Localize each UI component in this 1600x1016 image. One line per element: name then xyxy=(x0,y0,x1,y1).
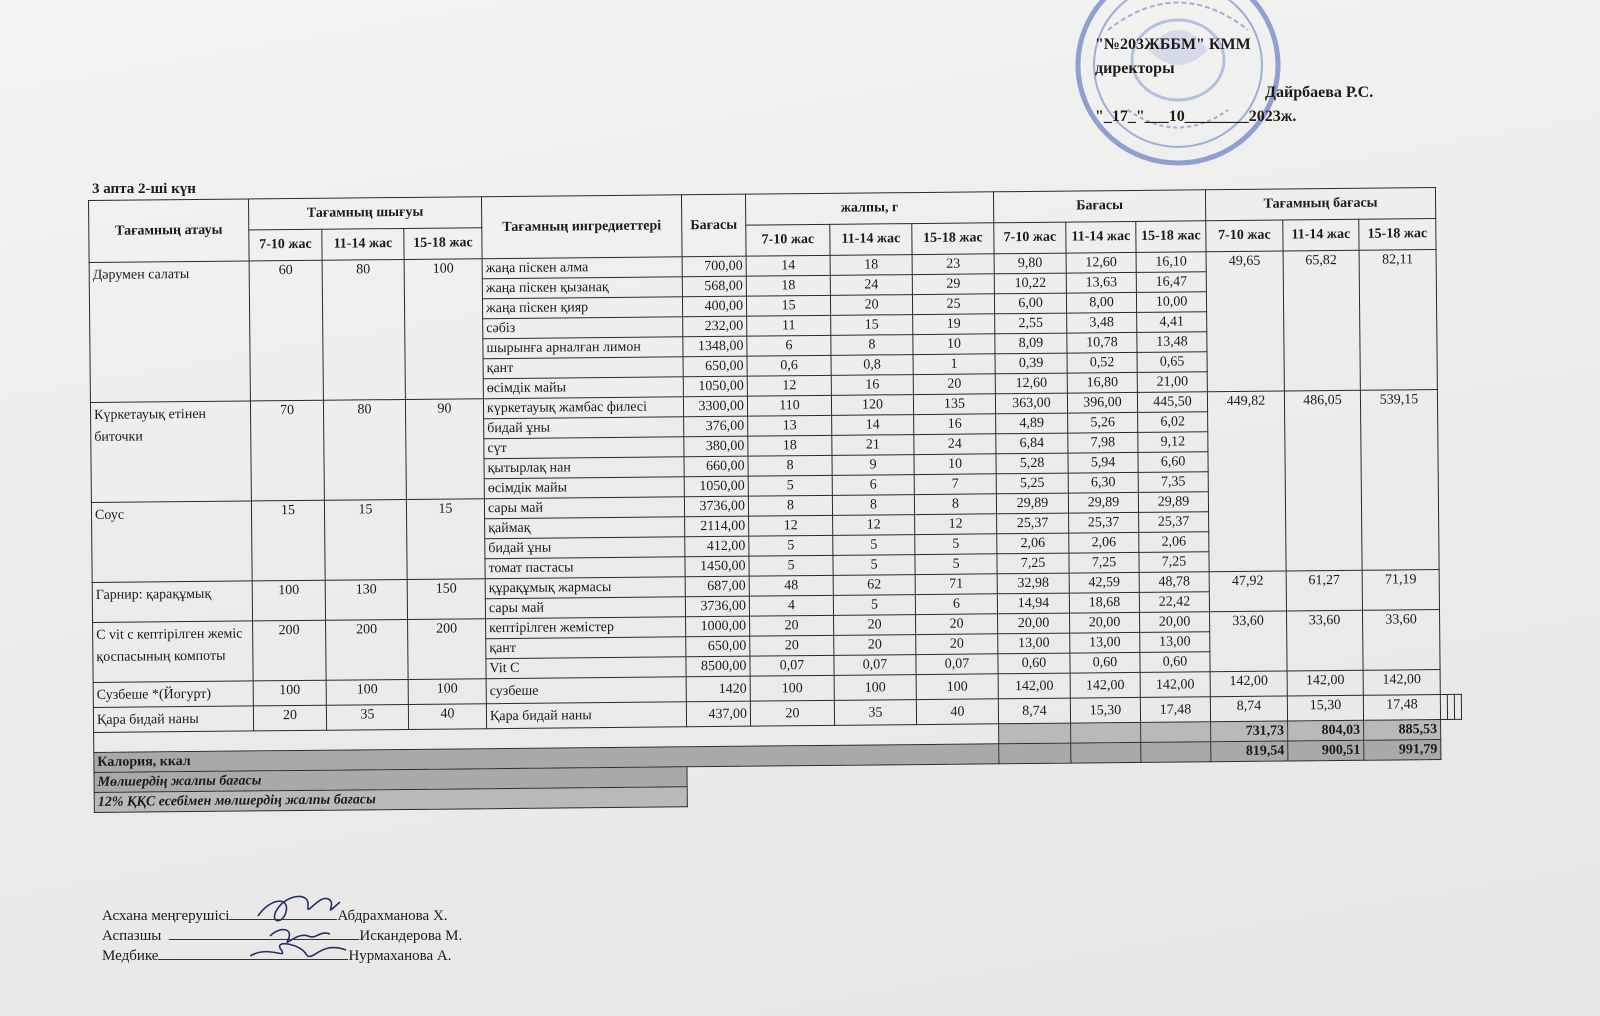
age-header: 11-14 жас xyxy=(1066,221,1136,253)
ingredient-cost-cell: 0,39 xyxy=(995,353,1067,374)
ingredient-cost-cell: 2,55 xyxy=(995,313,1067,334)
ingredient-price-cell: 1348,00 xyxy=(683,336,747,357)
ingredient-cost-cell: 9,12 xyxy=(1138,432,1208,453)
header-dish-price: Тағамның бағасы xyxy=(1205,188,1435,221)
ingredient-cost-cell: 13,00 xyxy=(1070,632,1140,653)
gross-weight-cell: 20 xyxy=(913,374,995,395)
ingredient-price-cell: 437,00 xyxy=(686,701,750,727)
gross-weight-cell: 12 xyxy=(749,515,833,536)
ingredient-cost-cell: 29,89 xyxy=(1068,492,1138,513)
dish-output-cell: 100 xyxy=(404,259,483,400)
gross-weight-cell: 20 xyxy=(834,635,916,656)
header-gross: жалпы, г xyxy=(745,192,993,225)
gross-weight-cell: 12 xyxy=(915,514,997,535)
gross-weight-cell: 10 xyxy=(914,454,996,475)
gross-weight-cell: 20 xyxy=(750,615,834,636)
ingredient-cost-cell: 12,60 xyxy=(995,373,1067,394)
ingredient-cost-cell: 6,60 xyxy=(1138,452,1208,473)
ingredient-cost-cell: 21,00 xyxy=(1137,372,1207,393)
gross-weight-cell: 5 xyxy=(749,555,833,576)
gross-weight-cell: 120 xyxy=(831,395,913,416)
ingredient-price-cell: 380,00 xyxy=(684,436,748,457)
dish-cost-cell: 142,00 xyxy=(1287,670,1363,696)
gross-weight-cell: 0,07 xyxy=(834,655,916,676)
gross-weight-cell: 100 xyxy=(834,675,916,701)
dish-cost-cell: 82,11 xyxy=(1359,250,1437,391)
handwritten-signatures xyxy=(250,878,360,978)
dish-output-cell: 200 xyxy=(408,619,487,680)
ingredient-cost-cell: 3,48 xyxy=(1067,312,1137,333)
gross-weight-cell: 13 xyxy=(748,415,832,436)
dish-output-cell: 100 xyxy=(326,679,408,705)
age-header: 11-14 жас xyxy=(1283,219,1359,251)
gross-weight-cell: 0,07 xyxy=(916,654,998,675)
dish-cost-cell: 33,60 xyxy=(1210,611,1288,672)
ingredient-cost-cell: 17,48 xyxy=(1140,697,1210,723)
ingredient-cell: кептірілген жемістер xyxy=(486,617,686,639)
gross-weight-cell: 8 xyxy=(748,495,832,516)
ingredient-cost-cell: 16,10 xyxy=(1136,252,1206,273)
ingredient-cell: бидай ұны xyxy=(484,417,684,439)
gross-weight-cell: 8 xyxy=(914,494,996,515)
ingredient-cell: томат пастасы xyxy=(485,557,685,579)
age-header: 15-18 жас xyxy=(1136,221,1206,253)
dish-output-cell: 35 xyxy=(326,704,408,730)
ingredient-cost-cell: 0,52 xyxy=(1067,352,1137,373)
dish-name-cell: C vit с кептірілген жеміс қоспасының компоты xyxy=(93,621,254,683)
signature-role: Асхана меңгерушісі xyxy=(102,908,230,924)
dish-cost-cell: 71,19 xyxy=(1362,570,1439,611)
signature-name: Абдрахманова Х. xyxy=(337,908,448,924)
dish-output-cell: 15 xyxy=(251,500,325,581)
dish-cost-cell: 49,65 xyxy=(1206,251,1284,392)
gross-weight-cell: 5 xyxy=(915,554,997,575)
ingredient-price-cell: 8500,00 xyxy=(686,656,750,677)
gross-weight-cell: 14 xyxy=(746,255,830,276)
dish-name-cell: Қара бидай наны xyxy=(93,706,253,733)
age-header: 11-14 жас xyxy=(830,224,912,256)
dish-cost-cell: 65,82 xyxy=(1283,250,1360,391)
dish-output-cell: 150 xyxy=(407,579,485,620)
ingredient-cost-cell: 7,25 xyxy=(1139,552,1209,573)
ingredient-cost-cell: 142,00 xyxy=(1140,672,1210,698)
gross-weight-cell: 19 xyxy=(913,314,995,335)
ingredient-cost-cell: 0,65 xyxy=(1137,352,1207,373)
ingredient-cost-cell: 10,00 xyxy=(1136,292,1206,313)
ingredient-cost-cell: 18,68 xyxy=(1069,592,1139,613)
approval-director-name: Дайрбаева Р.С. xyxy=(1265,84,1374,101)
dish-output-cell: 80 xyxy=(323,399,406,500)
dish-name-cell: Гарнир: қарақұмық xyxy=(92,581,252,623)
ingredient-price-cell: 1050,00 xyxy=(683,376,747,397)
dish-cost-cell: 8,74 xyxy=(1210,696,1287,722)
gross-weight-cell: 8 xyxy=(748,455,832,476)
ingredient-cell: Vit C xyxy=(486,657,686,679)
gross-weight-cell: 10 xyxy=(913,334,995,355)
ingredient-cost-cell: 7,25 xyxy=(997,553,1069,574)
ingredient-cost-cell: 0,60 xyxy=(998,653,1070,674)
ingredient-cost-cell: 13,48 xyxy=(1137,332,1207,353)
gross-weight-cell: 5 xyxy=(833,555,915,576)
ingredient-cell: жаңа піскен қызанақ xyxy=(482,277,682,299)
gross-weight-cell: 21 xyxy=(832,435,914,456)
gross-weight-cell: 20 xyxy=(750,635,834,656)
header-price: Бағасы xyxy=(681,194,746,257)
ingredient-price-cell: 3736,00 xyxy=(684,496,748,517)
header-ingredients: Тағамның ингредиеттері xyxy=(481,195,682,259)
dish-cost-cell: 539,15 xyxy=(1360,390,1439,571)
ingredient-cost-cell: 13,63 xyxy=(1066,272,1136,293)
approval-school: "№203ЖББМ" КММ xyxy=(1095,36,1251,53)
ingredient-cost-cell: 8,09 xyxy=(995,333,1067,354)
official-seal-stamp xyxy=(1068,0,1288,170)
ingredient-cell: сузбеше xyxy=(486,677,686,704)
age-header: 11-14 жас xyxy=(322,228,404,260)
ingredient-price-cell: 2114,00 xyxy=(685,516,749,537)
ingredient-price-cell: 232,00 xyxy=(683,316,747,337)
ingredient-price-cell: 1420 xyxy=(686,676,750,702)
ingredient-cost-cell: 7,35 xyxy=(1138,472,1208,493)
ingredient-cell: сәбіз xyxy=(483,317,683,339)
ingredient-cost-cell: 2,06 xyxy=(1069,532,1139,553)
dish-output-cell: 130 xyxy=(325,579,407,620)
gross-weight-cell: 5 xyxy=(833,595,915,616)
gross-weight-cell: 12 xyxy=(833,515,915,536)
ingredient-cost-cell: 48,78 xyxy=(1139,572,1209,593)
gross-weight-cell: 5 xyxy=(748,475,832,496)
gross-weight-cell: 4 xyxy=(749,595,833,616)
ingredient-cost-cell: 7,25 xyxy=(1069,552,1139,573)
header-dish-output: Тағамның шығуы xyxy=(248,197,481,230)
gross-weight-cell: 12 xyxy=(747,375,831,396)
ingredient-cell: қаймақ xyxy=(485,517,685,539)
ingredient-cost-cell: 2,06 xyxy=(1139,532,1209,553)
dish-output-cell: 100 xyxy=(408,679,486,705)
gross-weight-cell: 20 xyxy=(830,295,912,316)
dish-cost-cell: 47,92 xyxy=(1209,571,1286,612)
gross-weight-cell: 20 xyxy=(916,614,998,635)
ingredient-cost-cell: 5,94 xyxy=(1068,452,1138,473)
gross-weight-cell: 7 xyxy=(914,474,996,495)
approval-title: директоры xyxy=(1095,60,1175,77)
ingredient-cost-cell: 396,00 xyxy=(1067,392,1137,413)
calorie-label: Калория, ккал xyxy=(94,744,999,773)
ingredient-cost-cell: 12,60 xyxy=(1066,252,1136,273)
sum-shade xyxy=(1071,722,1141,743)
ingredient-cell: жаңа піскен алма xyxy=(482,257,682,279)
dish-output-cell: 100 xyxy=(252,580,325,621)
header-price2: Бағасы xyxy=(993,190,1205,223)
gross-weight-cell: 20 xyxy=(750,700,834,726)
ingredient-cost-cell: 5,25 xyxy=(996,473,1068,494)
ingredient-cost-cell: 6,84 xyxy=(996,433,1068,454)
gross-weight-cell: 71 xyxy=(915,574,997,595)
gross-weight-cell: 35 xyxy=(834,700,916,726)
ingredient-cost-cell: 20,00 xyxy=(998,613,1070,634)
ingredient-cost-cell: 142,00 xyxy=(998,673,1070,699)
gross-weight-cell: 5 xyxy=(749,535,833,556)
ingredient-cost-cell: 8,74 xyxy=(998,698,1070,724)
ingredient-price-cell: 568,00 xyxy=(682,276,746,297)
gross-weight-cell: 23 xyxy=(912,254,994,275)
vat-cost-label: 12% ҚҚС есебімен мөлшердің жалпы бағасы xyxy=(94,787,687,813)
ingredient-cell: қытырлақ нан xyxy=(484,457,684,479)
dish-cost-cell: 449,82 xyxy=(1207,391,1286,572)
ingredient-cost-cell: 0,60 xyxy=(1070,652,1140,673)
gross-weight-cell: 62 xyxy=(833,575,915,596)
gross-weight-cell: 8 xyxy=(832,495,914,516)
ingredient-cell: күркетауық жамбас филесі xyxy=(483,397,683,419)
dish-output-cell: 40 xyxy=(408,704,486,730)
dish-cost-cell: 33,60 xyxy=(1287,610,1364,671)
gross-weight-cell: 6 xyxy=(915,594,997,615)
dish-output-cell: 90 xyxy=(405,399,484,500)
ingredient-cost-cell: 6,02 xyxy=(1138,412,1208,433)
dish-cost-cell: 486,05 xyxy=(1284,390,1362,571)
ingredient-cost-cell: 20,00 xyxy=(1070,612,1140,633)
age-header: 15-18 жас xyxy=(404,228,482,260)
ingredient-price-cell: 3736,00 xyxy=(685,596,749,617)
ingredient-cost-cell: 2,06 xyxy=(997,533,1069,554)
ingredient-cell: бидай ұны xyxy=(485,537,685,559)
gross-weight-cell: 20 xyxy=(834,615,916,636)
dish-output-cell: 200 xyxy=(326,619,409,680)
dish-output-cell: 15 xyxy=(406,499,485,580)
age-header: 15-18 жас xyxy=(1359,219,1436,251)
ingredient-cost-cell: 14,94 xyxy=(997,593,1069,614)
gross-weight-cell: 0,07 xyxy=(750,655,834,676)
ingredient-cell: сары май xyxy=(484,497,684,519)
gross-weight-cell: 8 xyxy=(831,335,913,356)
ingredient-cell: қант xyxy=(483,357,683,379)
ingredient-cost-cell: 16,80 xyxy=(1067,372,1137,393)
gross-weight-cell: 24 xyxy=(914,434,996,455)
ingredient-cost-cell: 25,37 xyxy=(997,513,1069,534)
gross-weight-cell: 9 xyxy=(832,455,914,476)
dish-output-cell: 100 xyxy=(253,680,326,706)
ingredient-cost-cell: 142,00 xyxy=(1070,672,1140,698)
ingredient-cost-cell: 13,00 xyxy=(998,633,1070,654)
gross-weight-cell: 48 xyxy=(749,575,833,596)
gross-weight-cell: 25 xyxy=(912,294,994,315)
ingredient-cell: сүт xyxy=(484,437,684,459)
ingredient-cost-cell: 13,00 xyxy=(1140,632,1210,653)
ingredient-price-cell: 660,00 xyxy=(684,456,748,477)
ingredient-price-cell: 650,00 xyxy=(683,356,747,377)
gross-weight-cell: 100 xyxy=(916,674,998,700)
age-header: 7-10 жас xyxy=(1206,220,1283,252)
ingredient-cost-cell: 8,00 xyxy=(1066,292,1136,313)
age-header: 7-10 жас xyxy=(994,222,1066,254)
ingredient-cost-cell: 10,22 xyxy=(994,273,1066,294)
dish-cost-cell: 33,60 xyxy=(1362,610,1440,671)
ingredient-cost-cell: 25,37 xyxy=(1069,512,1139,533)
ingredient-cell: құрақұмық жармасы xyxy=(485,577,685,599)
ingredient-price-cell: 700,00 xyxy=(682,256,746,277)
menu-table-body xyxy=(89,249,1461,732)
ingredient-cost-cell: 29,89 xyxy=(1138,492,1208,513)
ingredient-price-cell: 1000,00 xyxy=(686,616,750,637)
ingredient-cost-cell: 25,37 xyxy=(1139,512,1209,533)
gross-weight-cell: 29 xyxy=(912,274,994,295)
dish-output-cell: 15 xyxy=(324,499,407,580)
gross-weight-cell: 16 xyxy=(914,414,996,435)
ingredient-cell: қант xyxy=(486,637,686,659)
gross-weight-cell: 15 xyxy=(746,295,830,316)
gross-weight-cell: 6 xyxy=(832,475,914,496)
gross-weight-cell: 40 xyxy=(916,699,998,725)
gross-weight-cell: 110 xyxy=(747,395,831,416)
ingredient-price-cell: 400,00 xyxy=(682,296,746,317)
dish-name-cell: Дәрумен салаты xyxy=(89,261,250,403)
ingredient-price-cell: 376,00 xyxy=(684,416,748,437)
dish-cost-cell: 17,48 xyxy=(1363,695,1440,721)
gross-weight-cell: 0,6 xyxy=(747,355,831,376)
dish-output-cell: 20 xyxy=(253,705,326,731)
age-header: 7-10 жас xyxy=(249,229,322,261)
signature-name: Нурмаханова А. xyxy=(348,948,452,964)
dish-cost-cell: 15,30 xyxy=(1287,695,1363,721)
ingredient-cost-cell: 6,30 xyxy=(1068,472,1138,493)
dish-output-cell: 80 xyxy=(322,259,405,400)
ingredient-cost-cell: 15,30 xyxy=(1070,697,1140,723)
ingredient-cost-cell: 9,80 xyxy=(994,253,1066,274)
menu-table xyxy=(88,187,1463,813)
header-dish-name: Тағамның атауы xyxy=(89,199,250,263)
gross-weight-cell: 18 xyxy=(746,275,830,296)
gross-weight-cell: 0,8 xyxy=(831,355,913,376)
ingredient-price-cell: 1050,00 xyxy=(684,476,748,497)
dish-output-cell: 200 xyxy=(253,620,327,681)
vat-total-age1: 819,54 xyxy=(1211,741,1288,762)
ingredient-price-cell: 1450,00 xyxy=(685,556,749,577)
signature-name: Искандерова М. xyxy=(359,928,463,944)
ingredient-cost-cell: 42,59 xyxy=(1069,572,1139,593)
ingredient-cost-cell: 10,78 xyxy=(1067,332,1137,353)
gross-weight-cell: 11 xyxy=(747,315,831,336)
vat-total-age2: 900,51 xyxy=(1288,740,1364,761)
age-header: 15-18 жас xyxy=(912,223,994,255)
dish-name-cell: Сузбеше *(Йогурт) xyxy=(93,681,253,708)
gross-weight-cell: 100 xyxy=(750,675,834,701)
ingredient-cost-cell: 5,26 xyxy=(1068,412,1138,433)
gross-weight-cell: 16 xyxy=(831,375,913,396)
ingredient-cost-cell: 16,47 xyxy=(1136,272,1206,293)
ingredient-cell: шырынға арналған лимон xyxy=(483,337,683,359)
ingredient-price-cell: 687,00 xyxy=(685,576,749,597)
gross-weight-cell: 5 xyxy=(833,535,915,556)
gross-weight-cell: 6 xyxy=(747,335,831,356)
total-cost-label: Мөлшердің жалпы бағасы xyxy=(94,767,687,793)
ingredient-cell: жаңа піскен қияр xyxy=(482,297,682,319)
dish-output-cell: 60 xyxy=(249,260,323,401)
dish-name-cell: Күркетауық етінен биточки xyxy=(90,401,251,503)
ingredient-cost-cell: 4,41 xyxy=(1137,312,1207,333)
gross-weight-cell: 5 xyxy=(915,534,997,555)
ingredient-cost-cell: 22,42 xyxy=(1139,592,1209,613)
calorie-shade xyxy=(999,743,1071,764)
signature-role: Медбике xyxy=(102,948,159,964)
ingredient-cost-cell: 0,60 xyxy=(1140,652,1210,673)
calorie-shade xyxy=(1141,742,1211,763)
gross-weight-cell: 135 xyxy=(913,394,995,415)
gross-weight-cell: 20 xyxy=(916,634,998,655)
dish-cost-cell: 142,00 xyxy=(1363,670,1440,696)
ingredient-cost-cell: 6,00 xyxy=(994,293,1066,314)
ingredient-cell: өсімдік майы xyxy=(484,477,684,499)
age-header: 7-10 жас xyxy=(746,224,830,256)
gross-weight-cell: 18 xyxy=(748,435,832,456)
ingredient-price-cell: 412,00 xyxy=(685,536,749,557)
sum-total-age1: 731,73 xyxy=(1211,721,1288,742)
menu-table-wrapper xyxy=(88,187,1463,813)
ingredient-cost-cell: 445,50 xyxy=(1137,392,1207,413)
dish-cost-cell: 142,00 xyxy=(1210,671,1287,697)
ingredient-price-cell: 3300,00 xyxy=(683,396,747,417)
sum-shade xyxy=(999,723,1071,744)
ingredient-cost-cell: 5,28 xyxy=(996,453,1068,474)
ingredient-cell: өсімдік майы xyxy=(483,377,683,399)
gross-weight-cell: 24 xyxy=(830,275,912,296)
dish-cost-cell: 61,27 xyxy=(1286,570,1362,611)
gross-weight-cell: 15 xyxy=(831,315,913,336)
signature-role: Аспазшы xyxy=(102,928,162,944)
ingredient-cost-cell: 32,98 xyxy=(997,573,1069,594)
ingredient-cost-cell: 20,00 xyxy=(1140,612,1210,633)
gross-weight-cell: 1 xyxy=(913,354,995,375)
gross-weight-cell: 14 xyxy=(832,415,914,436)
ingredient-cost-cell: 7,98 xyxy=(1068,432,1138,453)
ingredient-cost-cell: 29,89 xyxy=(996,493,1068,514)
ingredient-cell: Қара бидай наны xyxy=(486,702,686,729)
ingredient-cell: сары май xyxy=(485,597,685,619)
vat-total-age3: 991,79 xyxy=(1364,740,1441,761)
dish-cost-empty xyxy=(1454,694,1461,719)
gross-weight-cell: 18 xyxy=(830,255,912,276)
day-title: 3 апта 2-ші күн xyxy=(92,181,196,197)
sum-total-age3: 885,53 xyxy=(1364,720,1441,741)
sum-total-age2: 804,03 xyxy=(1288,720,1364,741)
sum-shade xyxy=(1141,722,1211,743)
ingredient-price-cell: 650,00 xyxy=(686,636,750,657)
ingredient-cost-cell: 363,00 xyxy=(995,393,1067,414)
approval-date: "_17_"___10________2023ж. xyxy=(1095,108,1297,125)
dish-output-cell: 70 xyxy=(250,400,324,501)
calorie-shade xyxy=(1071,742,1141,763)
dish-name-cell: Соус xyxy=(91,501,252,583)
ingredient-cost-cell: 4,89 xyxy=(996,413,1068,434)
